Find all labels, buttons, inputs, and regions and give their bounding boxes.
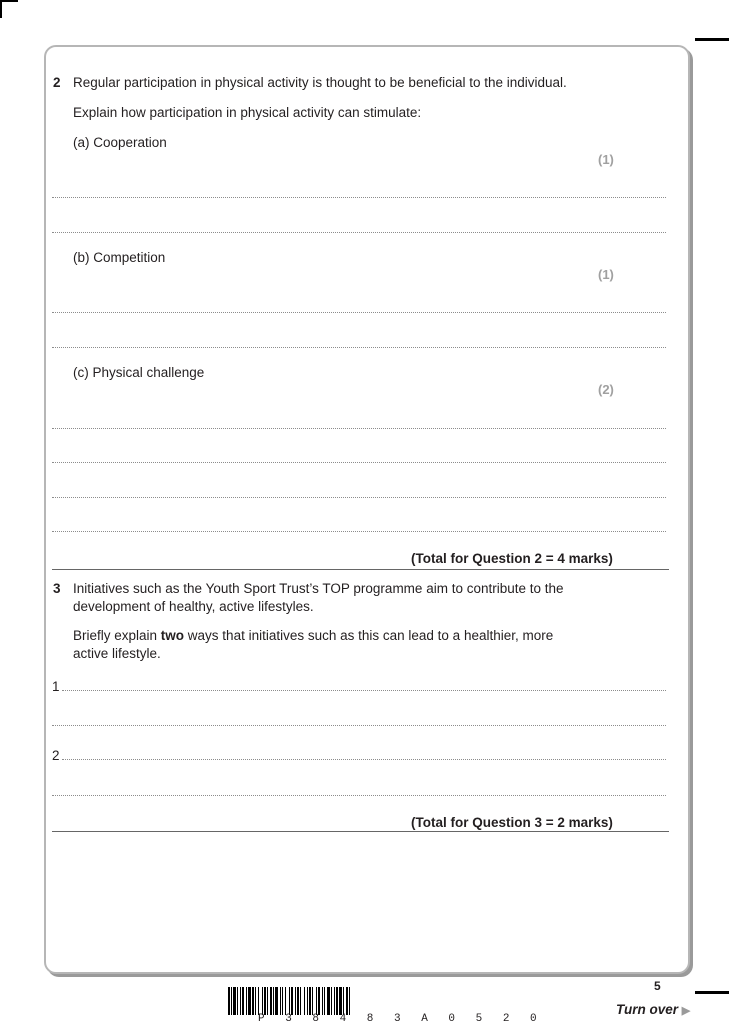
answer-line[interactable] bbox=[52, 795, 666, 796]
arrow-right-icon: ▶ bbox=[681, 1005, 691, 1017]
answer-line[interactable] bbox=[62, 759, 666, 760]
answer-line[interactable] bbox=[52, 347, 666, 348]
crop-mark-top-right bbox=[695, 38, 729, 41]
crop-mark-top-left-h bbox=[0, 0, 18, 2]
answer-line[interactable] bbox=[52, 497, 666, 498]
turn-over-text: Turn over bbox=[616, 1002, 679, 1017]
question-3-instruction bbox=[73, 627, 553, 644]
barcode-digits: P 3 8 4 8 3 A 0 5 2 0 bbox=[258, 1013, 544, 1025]
question-3-intro-line2: development of healthy, active lifestyles. bbox=[73, 599, 314, 614]
question-divider bbox=[52, 569, 669, 570]
instruction-text: ways that initiatives such as this can lead to a healthier, more bbox=[184, 628, 554, 643]
answer-frame bbox=[44, 45, 690, 974]
instruction-text: Briefly explain bbox=[73, 628, 161, 643]
question-2-instruction: Explain how participation in physical activity can stimulate: bbox=[73, 105, 422, 120]
question-2b-marks: (1) bbox=[598, 267, 614, 282]
question-2c-marks: (2) bbox=[598, 382, 614, 397]
answer-line[interactable] bbox=[52, 462, 666, 463]
answer-line[interactable] bbox=[52, 197, 666, 198]
question-2-number: 2 bbox=[53, 75, 61, 90]
crop-mark-bottom-right bbox=[695, 991, 729, 994]
question-2c-label: (c) Physical challenge bbox=[73, 365, 205, 380]
question-2-total: (Total for Question 2 = 4 marks) bbox=[411, 551, 613, 566]
answer-line[interactable] bbox=[52, 725, 666, 726]
answer-1-label: 1 bbox=[52, 679, 60, 694]
answer-line[interactable] bbox=[52, 232, 666, 233]
answer-line[interactable] bbox=[62, 690, 666, 691]
question-2a-marks: (1) bbox=[598, 152, 614, 167]
page-number: 5 bbox=[654, 979, 661, 993]
question-3-number: 3 bbox=[53, 581, 61, 596]
question-3-instruction-line2: active lifestyle. bbox=[73, 646, 161, 661]
question-2a-label: (a) Cooperation bbox=[73, 135, 167, 150]
answer-line[interactable] bbox=[52, 531, 666, 532]
question-2b-label: (b) Competition bbox=[73, 250, 166, 265]
question-2-intro: Regular participation in physical activity is thought to be beneficial to the individual. bbox=[73, 75, 567, 90]
answer-line[interactable] bbox=[52, 428, 666, 429]
turn-over-label bbox=[616, 1001, 690, 1020]
crop-mark-top-left bbox=[0, 0, 2, 18]
question-3-total: (Total for Question 3 = 2 marks) bbox=[411, 815, 613, 830]
instruction-emphasis: two bbox=[160, 628, 185, 643]
answer-2-label: 2 bbox=[52, 748, 60, 763]
barcode-bar bbox=[350, 987, 352, 1015]
answer-line[interactable] bbox=[52, 312, 666, 313]
question-divider bbox=[52, 831, 669, 832]
barcode bbox=[228, 987, 496, 1015]
question-3-intro-line1: Initiatives such as the Youth Sport Trust’s TOP programme aim to contribute to the bbox=[73, 581, 564, 596]
